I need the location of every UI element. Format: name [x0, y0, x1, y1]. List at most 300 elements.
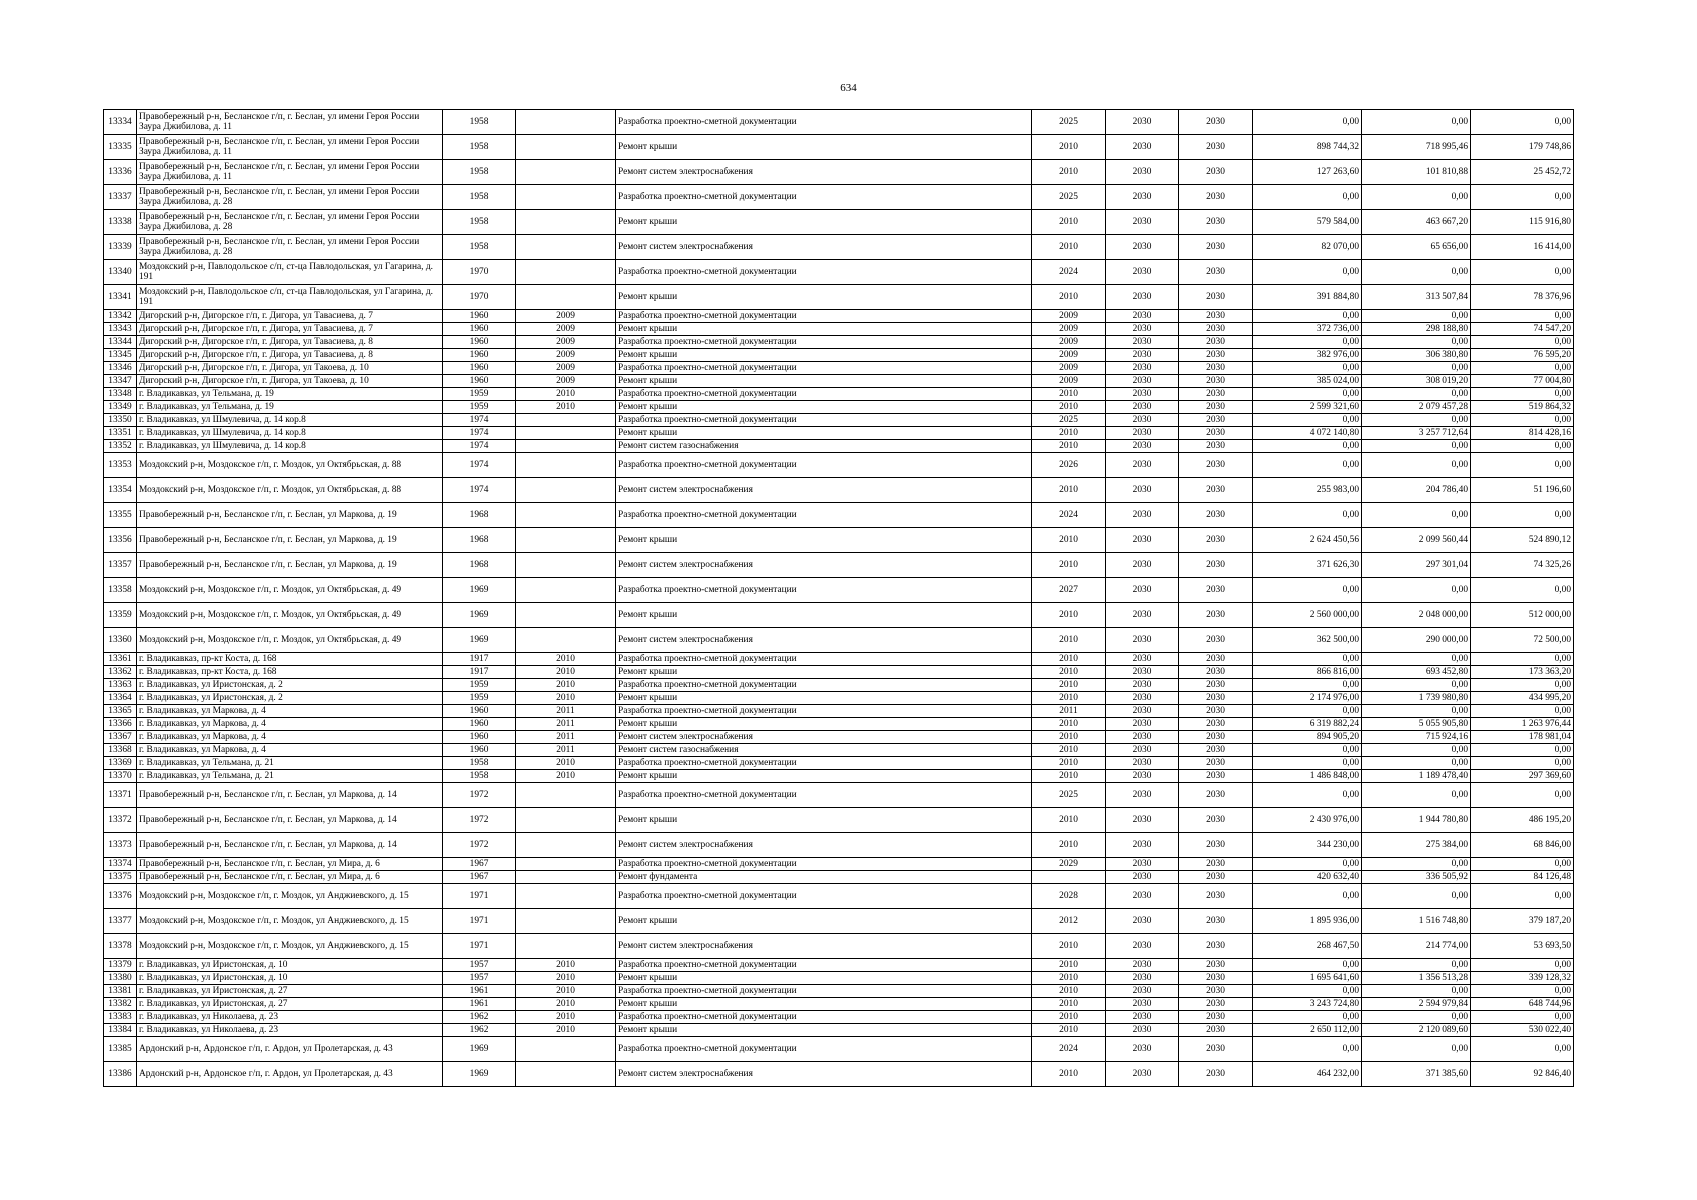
- row-number: 13364: [104, 692, 137, 705]
- period-end-cell: 2030: [1179, 666, 1253, 679]
- address-cell: г. Владикавказ, ул Шмулевича, д. 14 кор.8: [137, 427, 443, 440]
- owner-cost-cell: 524 890,12: [1471, 528, 1574, 553]
- plan-year-cell: 2010: [1032, 998, 1106, 1011]
- row-number: 13367: [104, 731, 137, 744]
- period-end-cell: 2030: [1179, 528, 1253, 553]
- fund-cost-cell: 2 099 560,44: [1362, 528, 1471, 553]
- work-type-cell: Ремонт крыши: [616, 210, 1032, 235]
- table-row: [104, 628, 1574, 653]
- privatization-year-cell: 2009: [516, 336, 616, 349]
- table-row: [104, 744, 1574, 757]
- build-year-cell: 1960: [443, 375, 516, 388]
- work-type-cell: Ремонт крыши: [616, 808, 1032, 833]
- build-year-cell: 1969: [443, 628, 516, 653]
- owner-cost-cell: 0,00: [1471, 503, 1574, 528]
- plan-year-cell: 2025: [1032, 783, 1106, 808]
- plan-year-cell: 2010: [1032, 235, 1106, 260]
- privatization-year-cell: [516, 503, 616, 528]
- work-type-cell: Разработка проектно-сметной документации: [616, 336, 1032, 349]
- table-row: [104, 260, 1574, 285]
- period-end-cell: 2030: [1179, 388, 1253, 401]
- build-year-cell: 1959: [443, 401, 516, 414]
- period-end-cell: 2030: [1179, 135, 1253, 160]
- row-number: 13384: [104, 1024, 137, 1037]
- work-type-cell: Разработка проектно-сметной документации: [616, 757, 1032, 770]
- period-end-cell: 2030: [1179, 336, 1253, 349]
- address-cell: г. Владикавказ, ул Маркова, д. 4: [137, 744, 443, 757]
- fund-cost-cell: 1 356 513,28: [1362, 972, 1471, 985]
- build-year-cell: 1968: [443, 503, 516, 528]
- work-type-cell: Разработка проектно-сметной документации: [616, 414, 1032, 427]
- fund-cost-cell: 0,00: [1362, 503, 1471, 528]
- privatization-year-cell: [516, 1037, 616, 1062]
- row-number: 13341: [104, 285, 137, 310]
- address-cell: г. Владикавказ, ул Иристонская, д. 10: [137, 972, 443, 985]
- plan-year-cell: 2010: [1032, 1011, 1106, 1024]
- table-row: [104, 310, 1574, 323]
- plan-year-cell: 2010: [1032, 135, 1106, 160]
- address-cell: Моздокский р-н, Моздокское г/п, г. Моздок, ул Октябрьская, д. 88: [137, 453, 443, 478]
- total-cost-cell: 0,00: [1253, 503, 1362, 528]
- owner-cost-cell: 0,00: [1471, 959, 1574, 972]
- period-end-cell: 2030: [1179, 453, 1253, 478]
- fund-cost-cell: 65 656,00: [1362, 235, 1471, 260]
- address-cell: Правобережный р-н, Бесланское г/п, г. Беслан, ул имени Героя России Заура Джибилова, д. 28: [137, 185, 443, 210]
- fund-cost-cell: 0,00: [1362, 440, 1471, 453]
- owner-cost-cell: 0,00: [1471, 110, 1574, 135]
- address-cell: г. Владикавказ, ул Иристонская, д. 2: [137, 679, 443, 692]
- plan-year-cell: 2010: [1032, 679, 1106, 692]
- work-type-cell: Разработка проектно-сметной документации: [616, 705, 1032, 718]
- work-type-cell: Ремонт крыши: [616, 285, 1032, 310]
- build-year-cell: 1957: [443, 972, 516, 985]
- privatization-year-cell: 2010: [516, 770, 616, 783]
- fund-cost-cell: 313 507,84: [1362, 285, 1471, 310]
- row-number: 13347: [104, 375, 137, 388]
- row-number: 13385: [104, 1037, 137, 1062]
- privatization-year-cell: 2010: [516, 959, 616, 972]
- period-end-cell: 2030: [1179, 628, 1253, 653]
- row-number: 13346: [104, 362, 137, 375]
- fund-cost-cell: 0,00: [1362, 578, 1471, 603]
- privatization-year-cell: 2010: [516, 653, 616, 666]
- period-start-cell: 2030: [1106, 705, 1179, 718]
- period-start-cell: 2030: [1106, 185, 1179, 210]
- address-cell: г. Владикавказ, ул Иристонская, д. 27: [137, 998, 443, 1011]
- table-row: [104, 884, 1574, 909]
- owner-cost-cell: 0,00: [1471, 1037, 1574, 1062]
- total-cost-cell: 2 599 321,60: [1253, 401, 1362, 414]
- fund-cost-cell: 1 944 780,80: [1362, 808, 1471, 833]
- plan-year-cell: 2025: [1032, 110, 1106, 135]
- period-start-cell: 2030: [1106, 884, 1179, 909]
- address-cell: Моздокский р-н, Моздокское г/п, г. Моздок, ул Анджиевского, д. 15: [137, 934, 443, 959]
- address-cell: Правобережный р-н, Бесланское г/п, г. Беслан, ул Маркова, д. 19: [137, 503, 443, 528]
- fund-cost-cell: 214 774,00: [1362, 934, 1471, 959]
- row-number: 13383: [104, 1011, 137, 1024]
- work-type-cell: Ремонт систем электроснабжения: [616, 1062, 1032, 1087]
- table-row: [104, 1024, 1574, 1037]
- total-cost-cell: 0,00: [1253, 336, 1362, 349]
- address-cell: Моздокский р-н, Моздокское г/п, г. Моздок, ул Анджиевского, д. 15: [137, 884, 443, 909]
- table-row: [104, 453, 1574, 478]
- table-row: [104, 718, 1574, 731]
- total-cost-cell: 344 230,00: [1253, 833, 1362, 858]
- period-start-cell: 2030: [1106, 731, 1179, 744]
- privatization-year-cell: [516, 427, 616, 440]
- privatization-year-cell: 2010: [516, 692, 616, 705]
- table-row: [104, 336, 1574, 349]
- plan-year-cell: 2010: [1032, 833, 1106, 858]
- fund-cost-cell: 297 301,04: [1362, 553, 1471, 578]
- address-cell: Правобережный р-н, Бесланское г/п, г. Беслан, ул имени Героя России Заура Джибилова, д. 28: [137, 210, 443, 235]
- plan-year-cell: 2009: [1032, 375, 1106, 388]
- owner-cost-cell: 115 916,80: [1471, 210, 1574, 235]
- total-cost-cell: 362 500,00: [1253, 628, 1362, 653]
- plan-year-cell: 2010: [1032, 478, 1106, 503]
- period-start-cell: 2030: [1106, 1037, 1179, 1062]
- owner-cost-cell: 1 263 976,44: [1471, 718, 1574, 731]
- total-cost-cell: 382 976,00: [1253, 349, 1362, 362]
- period-end-cell: 2030: [1179, 770, 1253, 783]
- build-year-cell: 1957: [443, 959, 516, 972]
- build-year-cell: 1974: [443, 414, 516, 427]
- table-row: [104, 998, 1574, 1011]
- plan-year-cell: 2010: [1032, 718, 1106, 731]
- period-start-cell: 2030: [1106, 478, 1179, 503]
- period-end-cell: 2030: [1179, 578, 1253, 603]
- period-end-cell: 2030: [1179, 909, 1253, 934]
- privatization-year-cell: [516, 260, 616, 285]
- build-year-cell: 1968: [443, 528, 516, 553]
- table-row: [104, 783, 1574, 808]
- privatization-year-cell: 2010: [516, 679, 616, 692]
- row-number: 13343: [104, 323, 137, 336]
- period-start-cell: 2030: [1106, 1062, 1179, 1087]
- fund-cost-cell: 693 452,80: [1362, 666, 1471, 679]
- table-row: [104, 362, 1574, 375]
- table-row: [104, 414, 1574, 427]
- privatization-year-cell: [516, 210, 616, 235]
- owner-cost-cell: 76 595,20: [1471, 349, 1574, 362]
- total-cost-cell: 866 816,00: [1253, 666, 1362, 679]
- row-number: 13360: [104, 628, 137, 653]
- privatization-year-cell: [516, 553, 616, 578]
- total-cost-cell: 0,00: [1253, 705, 1362, 718]
- plan-year-cell: 2026: [1032, 453, 1106, 478]
- table-row: [104, 401, 1574, 414]
- fund-cost-cell: 0,00: [1362, 336, 1471, 349]
- owner-cost-cell: 0,00: [1471, 1011, 1574, 1024]
- row-number: 13380: [104, 972, 137, 985]
- row-number: 13342: [104, 310, 137, 323]
- period-end-cell: 2030: [1179, 440, 1253, 453]
- work-type-cell: Разработка проектно-сметной документации: [616, 503, 1032, 528]
- row-number: 13382: [104, 998, 137, 1011]
- table-row: [104, 440, 1574, 453]
- period-end-cell: 2030: [1179, 972, 1253, 985]
- period-end-cell: 2030: [1179, 959, 1253, 972]
- privatization-year-cell: 2009: [516, 310, 616, 323]
- fund-cost-cell: 0,00: [1362, 110, 1471, 135]
- build-year-cell: 1959: [443, 692, 516, 705]
- privatization-year-cell: 2010: [516, 985, 616, 998]
- period-end-cell: 2030: [1179, 553, 1253, 578]
- fund-cost-cell: 0,00: [1362, 959, 1471, 972]
- build-year-cell: 1971: [443, 934, 516, 959]
- period-start-cell: 2030: [1106, 628, 1179, 653]
- plan-year-cell: 2010: [1032, 388, 1106, 401]
- total-cost-cell: 0,00: [1253, 260, 1362, 285]
- total-cost-cell: 1 486 848,00: [1253, 770, 1362, 783]
- period-end-cell: 2030: [1179, 1024, 1253, 1037]
- table-row: [104, 666, 1574, 679]
- plan-year-cell: 2009: [1032, 349, 1106, 362]
- work-type-cell: Ремонт крыши: [616, 603, 1032, 628]
- fund-cost-cell: 718 995,46: [1362, 135, 1471, 160]
- row-number: 13359: [104, 603, 137, 628]
- address-cell: г. Владикавказ, ул Шмулевича, д. 14 кор.8: [137, 440, 443, 453]
- period-start-cell: 2030: [1106, 503, 1179, 528]
- address-cell: г. Владикавказ, ул Тельмана, д. 21: [137, 770, 443, 783]
- privatization-year-cell: [516, 578, 616, 603]
- build-year-cell: 1917: [443, 653, 516, 666]
- fund-cost-cell: 0,00: [1362, 757, 1471, 770]
- privatization-year-cell: 2010: [516, 388, 616, 401]
- owner-cost-cell: 0,00: [1471, 757, 1574, 770]
- period-start-cell: 2030: [1106, 783, 1179, 808]
- work-type-cell: Разработка проектно-сметной документации: [616, 453, 1032, 478]
- privatization-year-cell: [516, 833, 616, 858]
- plan-year-cell: 2010: [1032, 985, 1106, 998]
- owner-cost-cell: 0,00: [1471, 985, 1574, 998]
- plan-year-cell: 2010: [1032, 653, 1106, 666]
- privatization-year-cell: 2009: [516, 362, 616, 375]
- row-number: 13378: [104, 934, 137, 959]
- privatization-year-cell: 2010: [516, 757, 616, 770]
- table-row: [104, 985, 1574, 998]
- owner-cost-cell: 0,00: [1471, 679, 1574, 692]
- period-start-cell: 2030: [1106, 285, 1179, 310]
- plan-year-cell: 2009: [1032, 336, 1106, 349]
- address-cell: Правобережный р-н, Бесланское г/п, г. Беслан, ул Маркова, д. 14: [137, 808, 443, 833]
- total-cost-cell: 82 070,00: [1253, 235, 1362, 260]
- total-cost-cell: 1 895 936,00: [1253, 909, 1362, 934]
- privatization-year-cell: 2011: [516, 705, 616, 718]
- table-row: [104, 110, 1574, 135]
- period-end-cell: 2030: [1179, 731, 1253, 744]
- period-end-cell: 2030: [1179, 503, 1253, 528]
- plan-year-cell: 2025: [1032, 414, 1106, 427]
- owner-cost-cell: 0,00: [1471, 414, 1574, 427]
- period-end-cell: 2030: [1179, 1062, 1253, 1087]
- period-start-cell: 2030: [1106, 1011, 1179, 1024]
- period-start-cell: 2030: [1106, 210, 1179, 235]
- build-year-cell: 1960: [443, 310, 516, 323]
- address-cell: Ардонский р-н, Ардонское г/п, г. Ардон, ул Пролетарская, д. 43: [137, 1062, 443, 1087]
- owner-cost-cell: 0,00: [1471, 744, 1574, 757]
- owner-cost-cell: 77 004,80: [1471, 375, 1574, 388]
- address-cell: Дигорский р-н, Дигорское г/п, г. Дигора, ул Тавасиева, д. 8: [137, 349, 443, 362]
- total-cost-cell: 898 744,32: [1253, 135, 1362, 160]
- period-end-cell: 2030: [1179, 362, 1253, 375]
- work-type-cell: Разработка проектно-сметной документации: [616, 783, 1032, 808]
- fund-cost-cell: 2 594 979,84: [1362, 998, 1471, 1011]
- work-type-cell: Разработка проектно-сметной документации: [616, 959, 1032, 972]
- period-start-cell: 2030: [1106, 323, 1179, 336]
- fund-cost-cell: 2 048 000,00: [1362, 603, 1471, 628]
- total-cost-cell: 0,00: [1253, 985, 1362, 998]
- build-year-cell: 1969: [443, 603, 516, 628]
- owner-cost-cell: 486 195,20: [1471, 808, 1574, 833]
- total-cost-cell: 0,00: [1253, 744, 1362, 757]
- fund-cost-cell: 0,00: [1362, 362, 1471, 375]
- privatization-year-cell: 2009: [516, 323, 616, 336]
- total-cost-cell: 0,00: [1253, 884, 1362, 909]
- row-number: 13376: [104, 884, 137, 909]
- fund-cost-cell: 275 384,00: [1362, 833, 1471, 858]
- work-type-cell: Разработка проектно-сметной документации: [616, 362, 1032, 375]
- build-year-cell: 1974: [443, 427, 516, 440]
- work-type-cell: Разработка проектно-сметной документации: [616, 260, 1032, 285]
- address-cell: г. Владикавказ, пр-кт Коста, д. 168: [137, 653, 443, 666]
- total-cost-cell: 0,00: [1253, 362, 1362, 375]
- table-row: [104, 1037, 1574, 1062]
- privatization-year-cell: [516, 603, 616, 628]
- plan-year-cell: 2010: [1032, 553, 1106, 578]
- build-year-cell: 1971: [443, 884, 516, 909]
- work-type-cell: Ремонт систем электроснабжения: [616, 731, 1032, 744]
- address-cell: г. Владикавказ, ул Шмулевича, д. 14 кор.8: [137, 414, 443, 427]
- period-start-cell: 2030: [1106, 718, 1179, 731]
- period-start-cell: 2030: [1106, 653, 1179, 666]
- owner-cost-cell: 16 414,00: [1471, 235, 1574, 260]
- address-cell: Ардонский р-н, Ардонское г/п, г. Ардон, ул Пролетарская, д. 43: [137, 1037, 443, 1062]
- table-row: [104, 135, 1574, 160]
- period-end-cell: 2030: [1179, 349, 1253, 362]
- owner-cost-cell: 178 981,04: [1471, 731, 1574, 744]
- period-end-cell: 2030: [1179, 110, 1253, 135]
- privatization-year-cell: [516, 440, 616, 453]
- table-row: [104, 692, 1574, 705]
- total-cost-cell: 2 560 000,00: [1253, 603, 1362, 628]
- build-year-cell: 1962: [443, 1024, 516, 1037]
- build-year-cell: 1960: [443, 744, 516, 757]
- build-year-cell: 1960: [443, 718, 516, 731]
- period-end-cell: 2030: [1179, 884, 1253, 909]
- owner-cost-cell: 179 748,86: [1471, 135, 1574, 160]
- owner-cost-cell: 0,00: [1471, 362, 1574, 375]
- period-start-cell: 2030: [1106, 375, 1179, 388]
- row-number: 13373: [104, 833, 137, 858]
- fund-cost-cell: 306 380,80: [1362, 349, 1471, 362]
- privatization-year-cell: 2010: [516, 401, 616, 414]
- period-end-cell: 2030: [1179, 185, 1253, 210]
- privatization-year-cell: [516, 235, 616, 260]
- period-start-cell: 2030: [1106, 1024, 1179, 1037]
- build-year-cell: 1959: [443, 388, 516, 401]
- privatization-year-cell: [516, 909, 616, 934]
- row-number: 13356: [104, 528, 137, 553]
- address-cell: г. Владикавказ, ул Иристонская, д. 27: [137, 985, 443, 998]
- plan-year-cell: 2010: [1032, 808, 1106, 833]
- privatization-year-cell: [516, 135, 616, 160]
- owner-cost-cell: 25 452,72: [1471, 160, 1574, 185]
- address-cell: Правобережный р-н, Бесланское г/п, г. Беслан, ул Мира, д. 6: [137, 858, 443, 871]
- row-number: 13370: [104, 770, 137, 783]
- plan-year-cell: 2011: [1032, 705, 1106, 718]
- table-row: [104, 160, 1574, 185]
- work-type-cell: Ремонт крыши: [616, 666, 1032, 679]
- privatization-year-cell: [516, 628, 616, 653]
- plan-year-cell: 2010: [1032, 972, 1106, 985]
- plan-year-cell: 2010: [1032, 603, 1106, 628]
- work-type-cell: Разработка проектно-сметной документации: [616, 985, 1032, 998]
- row-number: 13374: [104, 858, 137, 871]
- period-start-cell: 2030: [1106, 808, 1179, 833]
- table-row: [104, 833, 1574, 858]
- build-year-cell: 1960: [443, 349, 516, 362]
- table-row: [104, 210, 1574, 235]
- build-year-cell: 1958: [443, 110, 516, 135]
- period-start-cell: 2030: [1106, 909, 1179, 934]
- privatization-year-cell: [516, 934, 616, 959]
- owner-cost-cell: 68 846,00: [1471, 833, 1574, 858]
- address-cell: Дигорский р-н, Дигорское г/п, г. Дигора, ул Тавасиева, д. 7: [137, 310, 443, 323]
- privatization-year-cell: [516, 858, 616, 871]
- address-cell: Правобережный р-н, Бесланское г/п, г. Беслан, ул Маркова, д. 19: [137, 528, 443, 553]
- plan-year-cell: 2028: [1032, 884, 1106, 909]
- address-cell: Моздокский р-н, Павлодольское с/п, ст-ца Павлодольская, ул Гагарина, д. 191: [137, 285, 443, 310]
- plan-year-cell: 2010: [1032, 1024, 1106, 1037]
- privatization-year-cell: [516, 160, 616, 185]
- address-cell: Дигорский р-н, Дигорское г/п, г. Дигора, ул Такоева, д. 10: [137, 375, 443, 388]
- table-row: [104, 528, 1574, 553]
- build-year-cell: 1969: [443, 1062, 516, 1087]
- fund-cost-cell: 0,00: [1362, 260, 1471, 285]
- work-type-cell: Разработка проектно-сметной документации: [616, 858, 1032, 871]
- period-end-cell: 2030: [1179, 414, 1253, 427]
- fund-cost-cell: 2 079 457,28: [1362, 401, 1471, 414]
- fund-cost-cell: 0,00: [1362, 1037, 1471, 1062]
- owner-cost-cell: 0,00: [1471, 453, 1574, 478]
- work-type-cell: Ремонт крыши: [616, 972, 1032, 985]
- period-start-cell: 2030: [1106, 135, 1179, 160]
- work-type-cell: Разработка проектно-сметной документации: [616, 578, 1032, 603]
- owner-cost-cell: 72 500,00: [1471, 628, 1574, 653]
- page-number: 634: [840, 82, 857, 94]
- fund-cost-cell: 715 924,16: [1362, 731, 1471, 744]
- work-type-cell: Разработка проектно-сметной документации: [616, 388, 1032, 401]
- period-start-cell: 2030: [1106, 578, 1179, 603]
- plan-year-cell: 2010: [1032, 744, 1106, 757]
- row-number: 13348: [104, 388, 137, 401]
- table-row: [104, 808, 1574, 833]
- owner-cost-cell: 0,00: [1471, 260, 1574, 285]
- work-type-cell: Ремонт систем электроснабжения: [616, 478, 1032, 503]
- table-row: [104, 235, 1574, 260]
- row-number: 13362: [104, 666, 137, 679]
- address-cell: Правобережный р-н, Бесланское г/п, г. Беслан, ул Маркова, д. 14: [137, 783, 443, 808]
- total-cost-cell: 0,00: [1253, 440, 1362, 453]
- address-cell: Моздокский р-н, Моздокское г/п, г. Моздок, ул Октябрьская, д. 49: [137, 603, 443, 628]
- fund-cost-cell: 204 786,40: [1362, 478, 1471, 503]
- table-row: [104, 858, 1574, 871]
- build-year-cell: 1960: [443, 705, 516, 718]
- build-year-cell: 1969: [443, 578, 516, 603]
- work-type-cell: Ремонт систем электроснабжения: [616, 553, 1032, 578]
- build-year-cell: 1960: [443, 362, 516, 375]
